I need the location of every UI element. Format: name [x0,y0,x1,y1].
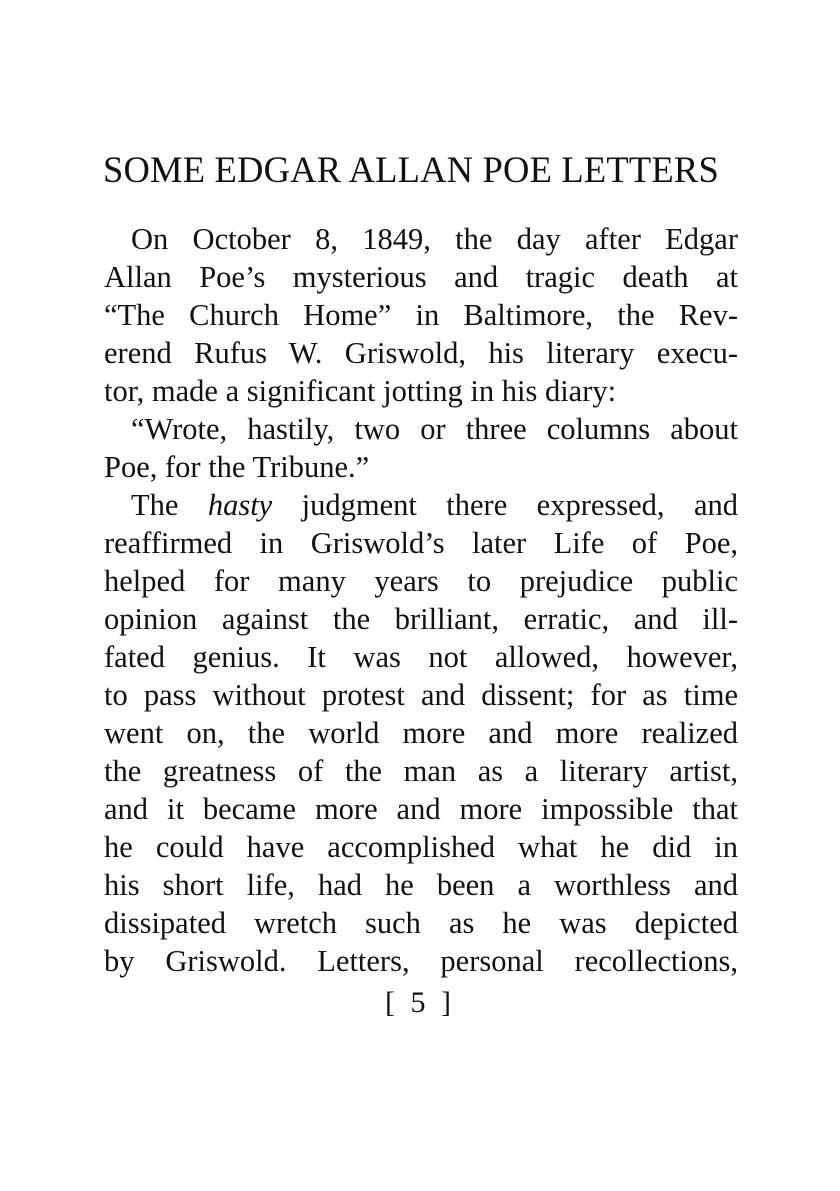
text-line: to pass without protest and dissent; for as time [104,678,738,712]
text-line: reaffirmed in Griswold’s later Life of Poe, [104,526,738,560]
text-line: and it became more and more impossible that [104,792,738,826]
text-line: helped for many years to prejudice public [104,564,738,598]
text-line: by Griswold. Letters, personal recollections, [104,944,738,978]
text-line: erend Rufus W. Griswold, his literary execu- [104,336,738,370]
text-line: the greatness of the man as a literary artist, [104,754,738,788]
quote-line: “Wrote, hastily, two or three columns about [131,412,738,446]
lead-text: The [131,488,208,522]
text-line: tor, made a significant jotting in his diary: [104,374,617,408]
text-line: dissipated wretch such as he was depicted [104,906,738,940]
emphasis-word: hasty [207,488,273,522]
page-title: SOME EDGAR ALLAN POE LETTERS [103,149,719,190]
text-line: went on, the world more and more realized [104,716,738,750]
text-line: he could have accomplished what he did in [104,830,738,864]
line-rest: judgment there expressed, and [272,488,738,522]
text-line: On October 8, 1849, the day after Edgar [131,222,738,256]
page-number: [ 5 ] [385,986,455,1019]
text-line: Allan Poe’s mysterious and tragic death at [104,260,738,294]
text-line: fated genius. It was not allowed, however, [104,640,738,674]
quote-line: Poe, for the Tribune.” [104,450,370,484]
text-line-with-emphasis [131,486,738,524]
text-line: his short life, had he been a worthless and [104,868,738,902]
text-line: opinion against the brilliant, erratic, and ill- [104,602,738,636]
text-line: “The Church Home” in Baltimore, the Rev- [104,298,738,332]
